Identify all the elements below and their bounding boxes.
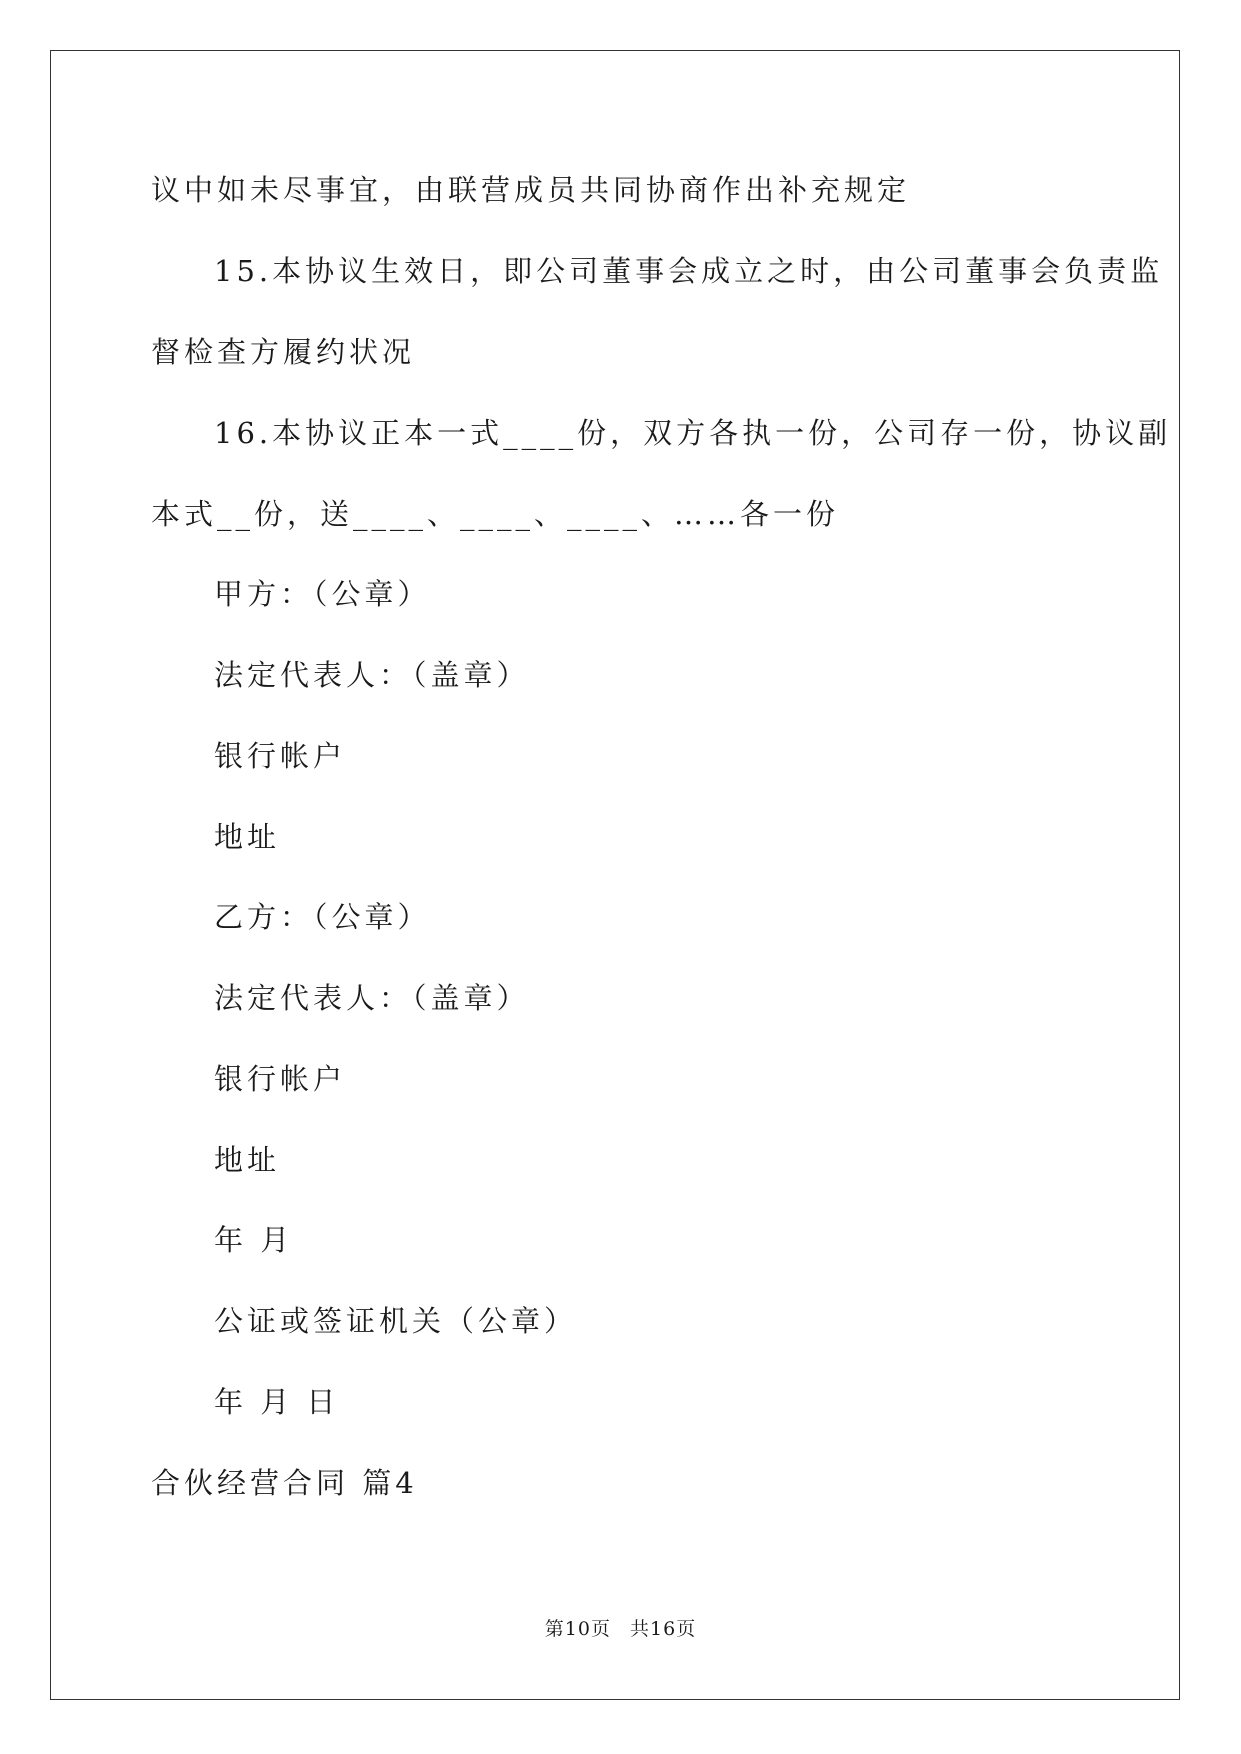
date-year-month-day: 年 月 日 — [214, 1385, 340, 1419]
date-year-month: 年 月 — [214, 1223, 294, 1257]
page-number: 第10页 — [544, 1618, 611, 1640]
clause-16-line-1: 16.本协议正本一式____份，双方各执一份，公司存一份，协议副 — [214, 416, 1172, 450]
party-b-legal-rep: 法定代表人：（盖章） — [214, 981, 530, 1015]
party-b-seal: 乙方：（公章） — [214, 900, 431, 934]
clause-16-line-2: 本式__份，送____、____、____、……各一份 — [151, 497, 840, 531]
page-total: 共16页 — [630, 1618, 697, 1640]
notary-seal: 公证或签证机关（公章） — [214, 1304, 578, 1338]
section-heading: 合伙经营合同 篇4 — [151, 1466, 418, 1500]
page-footer — [0, 1620, 1241, 1639]
page-border — [50, 50, 1180, 1700]
party-b-address: 地址 — [214, 1143, 281, 1177]
party-a-address: 地址 — [214, 820, 281, 854]
party-a-bank-account: 银行帐户 — [214, 739, 347, 773]
party-b-bank-account: 银行帐户 — [214, 1062, 347, 1096]
party-a-seal: 甲方：（公章） — [214, 577, 431, 611]
clause-15-line-2: 督检查方履约状况 — [151, 335, 416, 369]
party-a-legal-rep: 法定代表人：（盖章） — [214, 658, 530, 692]
paragraph-line-supplement: 议中如未尽事宜，由联营成员共同协商作出补充规定 — [151, 173, 911, 207]
clause-15-line-1: 15.本协议生效日，即公司董事会成立之时，由公司董事会负责监 — [214, 254, 1164, 288]
